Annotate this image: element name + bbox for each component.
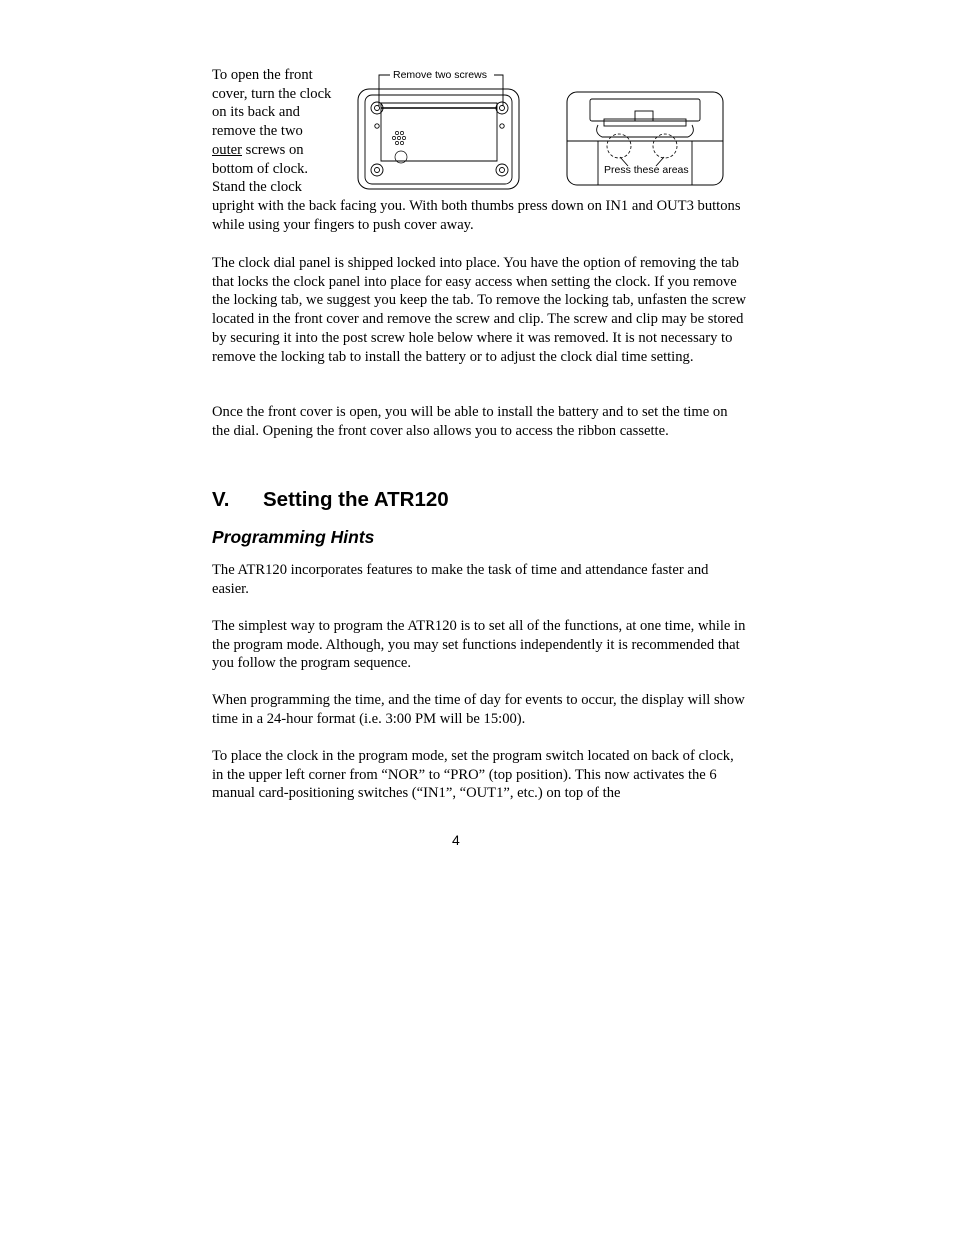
intro-line: on its back and [212, 104, 300, 121]
paragraph-24-hour: When programming the time, and the time of day for events to occur, the display will show time in a 24-hour format (i.e. 3:00 PM will be 15:00). [212, 692, 745, 727]
intro-line: Stand the clock [212, 179, 302, 196]
paragraph-program-sequence: The simplest way to program the ATR120 is to set all of the functions, at one time, while in the program mode. Although, you may set functions independently it is recommended that you follow the program sequence. [212, 618, 746, 672]
intro-line: remove the two [212, 123, 303, 140]
intro-line: To open the front [212, 67, 313, 83]
intro-line [212, 141, 352, 160]
paragraph-front-cover: Once the front cover is open, you will be able to install the battery and to set the time on the dial. Opening the front cover also allows you to access the ribbon cassette. [212, 404, 728, 439]
intro-line: cover, turn the clock [212, 85, 332, 102]
intro-line-rest: screws on [242, 141, 304, 158]
section-number: V. [212, 488, 230, 511]
clock-back-diagram [355, 66, 523, 192]
paragraph-features: The ATR120 incorporates features to make the task of time and attendance faster and easier. [212, 562, 709, 597]
figure-label-press-areas: Press these areas [604, 164, 689, 176]
intro-text-continued: upright with the back facing you. With both thumbs press down on IN1 and OUT3 buttons while using your fingers to push cover away. [212, 198, 741, 233]
intro-line: bottom of clock. [212, 160, 309, 177]
section-heading [212, 488, 449, 512]
paragraph-program-mode: To place the clock in the program mode, set the program switch located on back of clock, in the upper left corner from “NOR” to “PRO” (top position). This now activates the 6 manual card-positioning switches (“IN1”, “OUT1”, etc.) on top of the [212, 748, 734, 802]
page-number: 4 [452, 832, 460, 848]
section-title: Setting the ATR120 [263, 488, 449, 511]
underlined-word: outer [212, 141, 242, 158]
clock-top-diagram [564, 89, 726, 189]
paragraph-locking-tab: The clock dial panel is shipped locked into place. You have the option of removing the tab that locks the clock panel into place for easy access when setting the clock. If you remove the locking tab, we suggest you keep the tab. To remove the locking tab, unfasten the screw located in the front cover and remove the screw and clip. The screw and clip may be stored by securing it into the post screw hole below where it was removed. It is not necessary to remove the locking tab to install the battery or to adjust the clock dial time setting. [212, 255, 747, 365]
intro-text [212, 66, 352, 197]
figure-label-remove-screws: Remove two screws [393, 69, 487, 81]
subsection-heading: Programming Hints [212, 527, 375, 547]
